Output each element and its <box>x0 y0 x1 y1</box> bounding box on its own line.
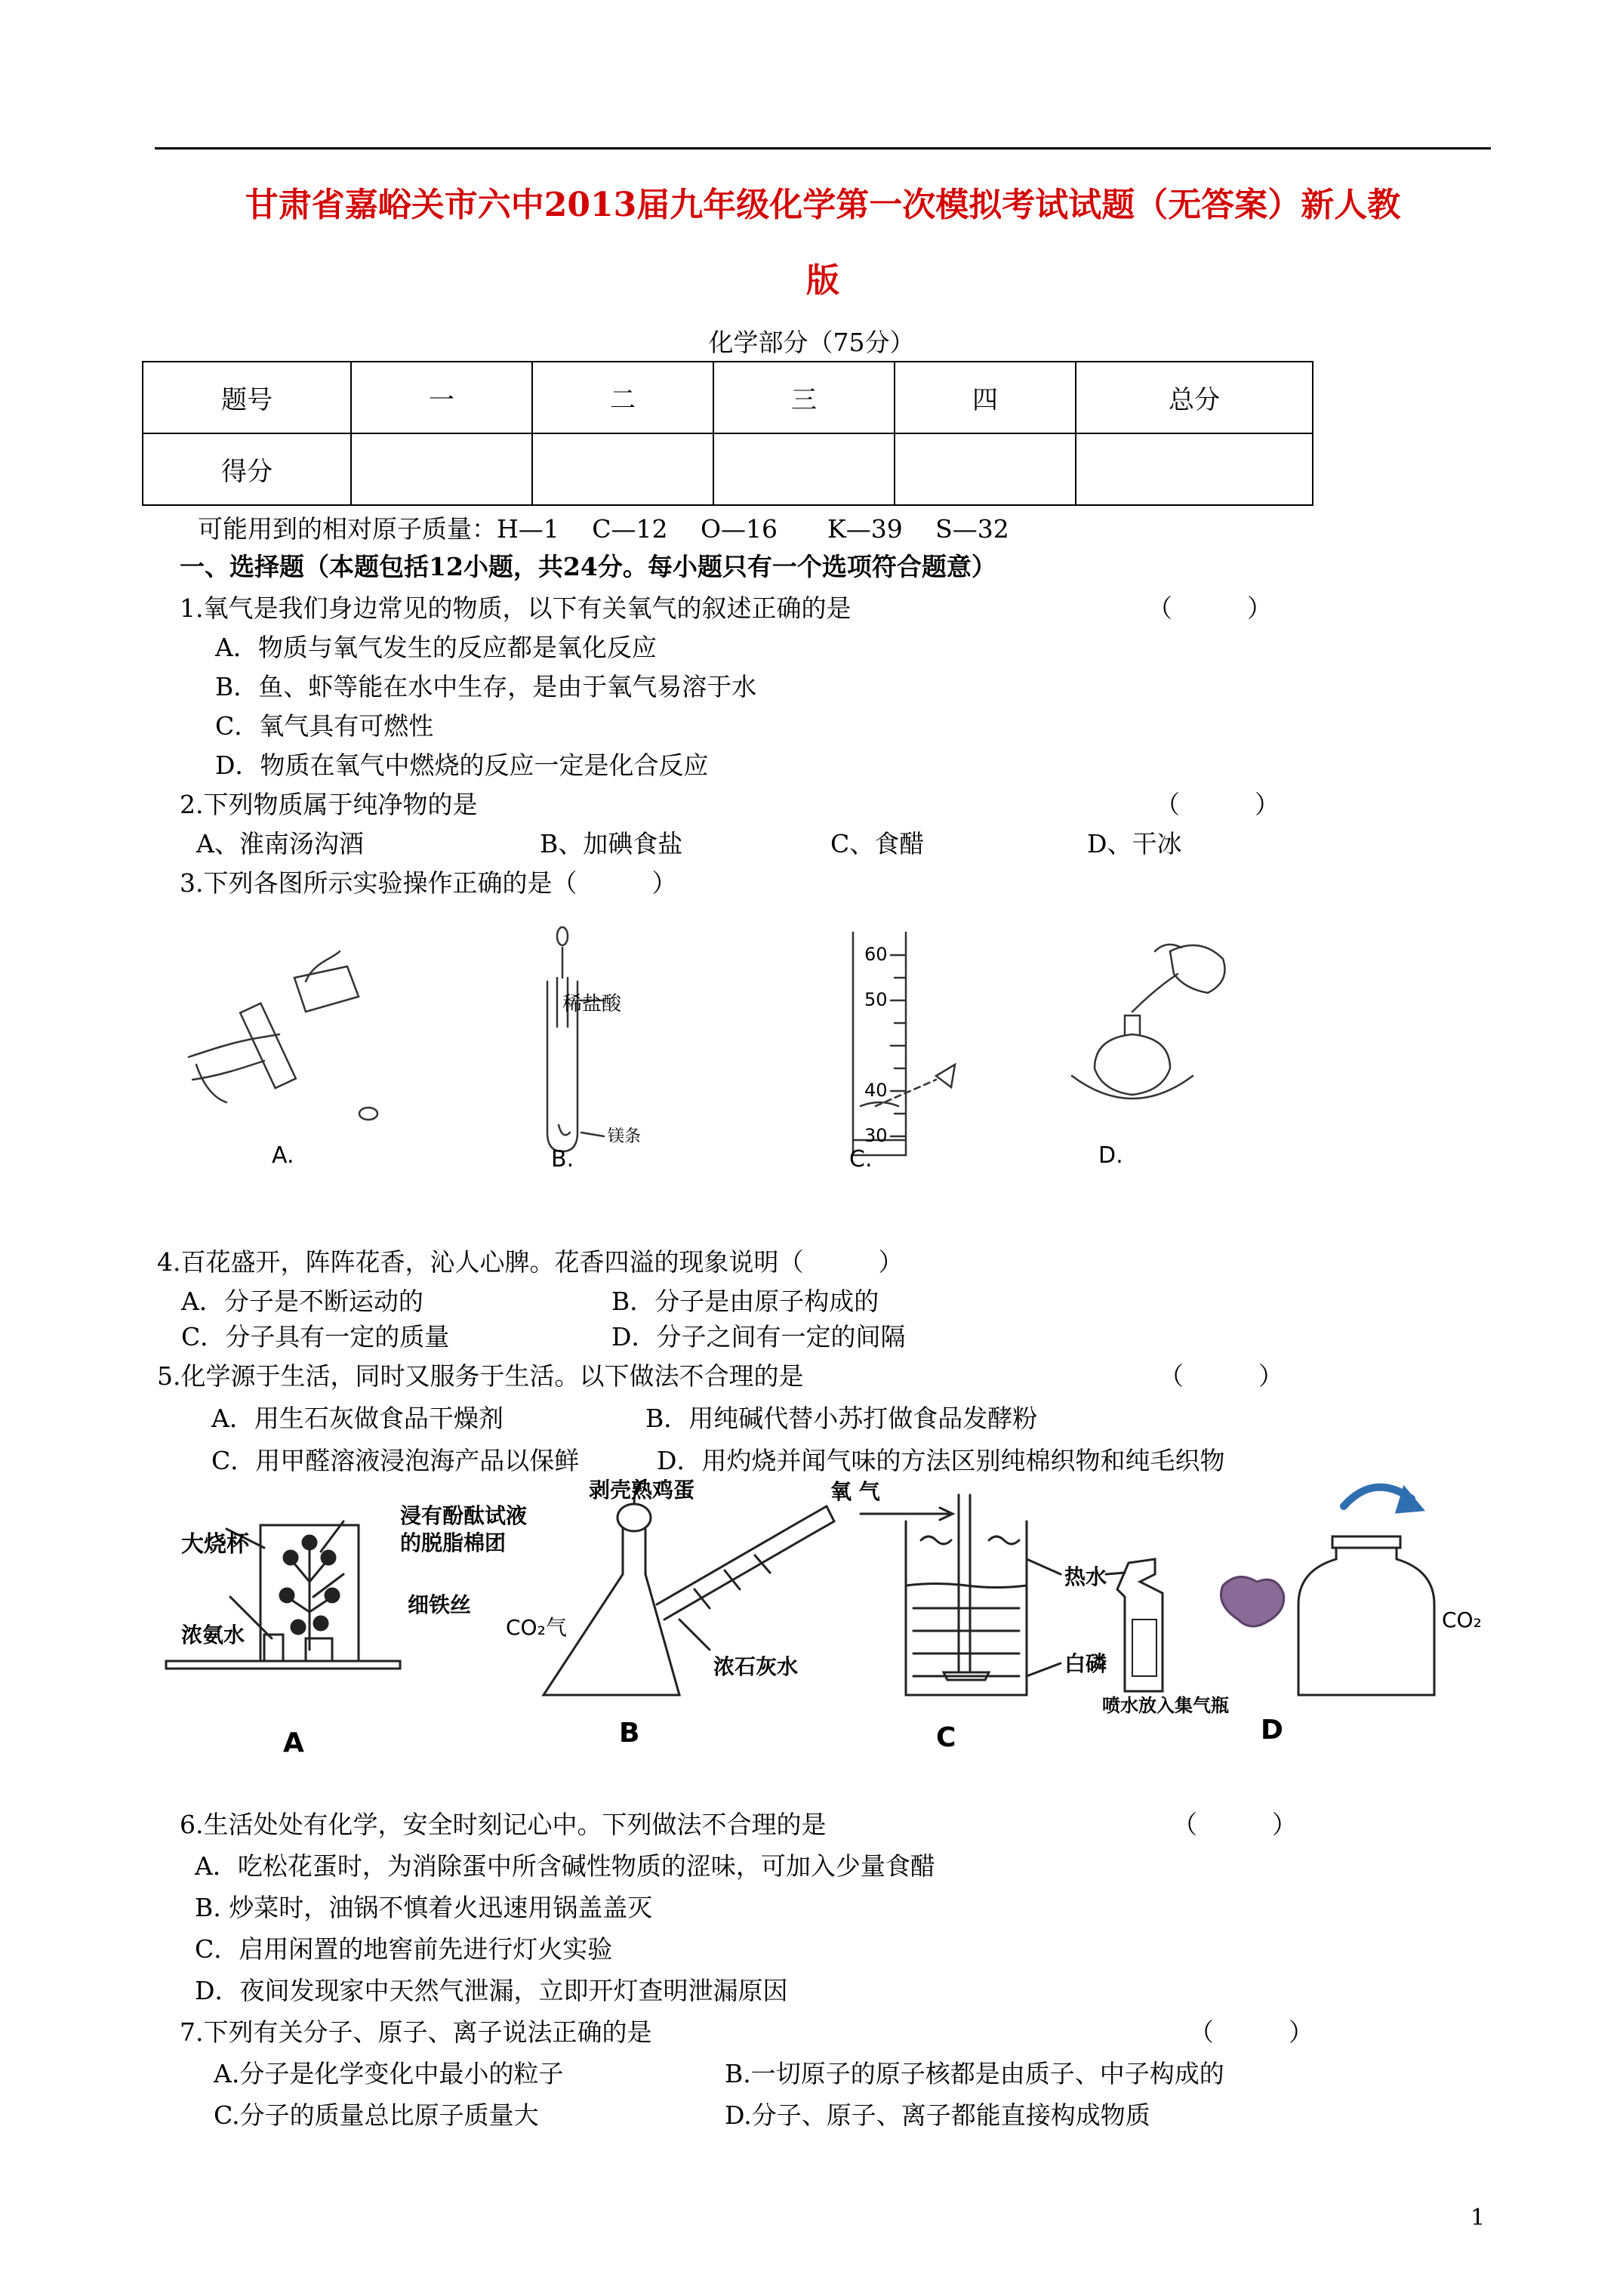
answer-paren: （ ） <box>1155 790 1280 819</box>
option-text: C、食醋 <box>830 829 925 858</box>
option-text: B.一切原子的原子核都是由质子、中子构成的 <box>725 2059 1224 2088</box>
option-text: A．物质与氧气发生的反应都是氧化反应 <box>215 633 657 662</box>
fig5b-label: 浓石灰水 <box>713 1654 799 1679</box>
option-text: C.分子的质量总比原子质量大 <box>214 2100 539 2130</box>
fig3c-cylinder-icon <box>853 932 955 1155</box>
question-2-stem: 2.下列物质属于纯净物的是 <box>180 790 478 819</box>
figure-q5-experiments <box>151 1476 1482 1771</box>
option-text: A．吃松花蛋时，为消除蛋中所含碱性物质的涩味，可加入少量食醋 <box>195 1851 935 1881</box>
fig5a-label: 浓氨水 <box>181 1623 245 1647</box>
fig3-label-b: B. <box>551 1146 574 1173</box>
fig3-label-d: D. <box>1098 1142 1123 1169</box>
fig3-label-a: A. <box>272 1142 294 1169</box>
question-3-stem: 3.下列各图所示实验操作正确的是（ ） <box>180 868 677 898</box>
answer-paren: （ ） <box>1172 1810 1297 1839</box>
score-cell <box>713 433 895 505</box>
answer-paren: （ ） <box>1159 1361 1283 1391</box>
question-4-stem: 4.百花盛开，阵阵花香，沁人心脾。花香四溢的现象说明（ ） <box>157 1247 904 1277</box>
fig3d-alcohol-lamp-icon <box>1072 945 1225 1099</box>
option-text: D．分子之间有一定的间隔 <box>611 1322 906 1351</box>
option-text: C．分子具有一定的质量 <box>181 1322 450 1351</box>
fig5c-hotwater-beaker-icon <box>861 1495 1061 1695</box>
fig3a-pouring-icon <box>189 951 377 1120</box>
fig5a-label: 大烧杯 <box>181 1531 249 1558</box>
score-cell <box>1076 433 1313 505</box>
fig5a-label: 的脱脂棉团 <box>400 1530 507 1555</box>
section-subtitle: 化学部分（75分） <box>708 328 915 357</box>
fig5d-label: 喷水放入集气瓶 <box>1102 1695 1229 1716</box>
score-table <box>142 361 1313 506</box>
section1-heading: 一、选择题（本题包括12小题，共24分。每小题只有一个选项符合题意） <box>180 552 996 581</box>
page-number: 1 <box>1471 2205 1486 2231</box>
question-6-stem: 6.生活处处有化学，安全时刻记心中。下列做法不合理的是 <box>180 1810 827 1839</box>
score-cell <box>895 433 1076 505</box>
option-text: D.分子、原子、离子都能直接构成物质 <box>725 2100 1150 2130</box>
fig5-letter-c: C <box>936 1722 956 1753</box>
fig3c-tick: 50 <box>864 989 888 1010</box>
score-header-cell: 总分 <box>1076 362 1313 433</box>
option-text: A．用生石灰做食品干燥剂 <box>211 1404 504 1433</box>
fig5b-label: CO₂气 <box>506 1615 567 1640</box>
option-text: B．用纯碱代替小苏打做食品发酵粉 <box>645 1404 1038 1433</box>
fig5c-label: 白磷 <box>1064 1651 1107 1676</box>
score-header-cell: 三 <box>713 362 895 433</box>
option-text: C．用甲醛溶液浸泡海产品以保鲜 <box>211 1446 580 1475</box>
fig5-letter-a: A <box>283 1727 304 1758</box>
fig5c-label: 氧 气 <box>830 1479 880 1504</box>
option-text: A、淮南汤沟酒 <box>196 829 364 858</box>
fig3c-tick: 60 <box>864 944 888 965</box>
atomic-masses: 可能用到的相对原子质量：H—1 C—12 O—16 K—39 S—32 <box>198 514 1009 544</box>
score-table-header-row <box>143 362 1313 433</box>
option-text: B．鱼、虾等能在水中生存，是由于氧气易溶于水 <box>215 672 757 701</box>
fig5d-label: CO₂ <box>1442 1607 1482 1632</box>
fig5c-label: 热水 <box>1064 1564 1107 1589</box>
answer-paren: （ ） <box>1147 593 1272 623</box>
option-text: C．氧气具有可燃性 <box>215 711 434 741</box>
question-7-stem: 7.下列有关分子、原子、离子说法正确的是 <box>180 2017 652 2047</box>
fig5b-label: 剥壳熟鸡蛋 <box>589 1478 695 1502</box>
answer-paren: （ ） <box>1189 2017 1313 2047</box>
option-text: D、干冰 <box>1087 829 1182 858</box>
score-cell <box>351 433 532 505</box>
figure-q3-lab-operations <box>151 906 1321 1216</box>
option-text: A.分子是化学变化中最小的粒子 <box>214 2059 564 2088</box>
score-row-label: 得分 <box>143 433 351 505</box>
fig3b-label-mg: 镁条 <box>608 1127 642 1146</box>
header-rule <box>155 147 1491 149</box>
score-header-cell: 二 <box>532 362 713 433</box>
score-header-cell: 四 <box>895 362 1076 433</box>
fig3-label-c: C. <box>849 1146 873 1173</box>
score-header-cell: 一 <box>351 362 532 433</box>
option-text: D．夜间发现家中天然气泄漏，立即开灯查明泄漏原因 <box>195 1976 788 2005</box>
option-text: C．启用闲置的地窖前先进行灯火实验 <box>195 1934 613 1964</box>
question-1-stem: 1.氧气是我们身边常见的物质，以下有关氧气的叙述正确的是 <box>180 593 852 623</box>
fig5-letter-d: D <box>1261 1715 1283 1746</box>
fig3b-test-tube-icon <box>547 927 604 1151</box>
fig5d-spray-and-jar-icon <box>1106 1487 1434 1695</box>
fig3b-label-acid: 稀盐酸 <box>562 993 622 1015</box>
option-text: B．分子是由原子构成的 <box>611 1287 879 1316</box>
option-text: D．物质在氧气中燃烧的反应一定是化合反应 <box>215 750 709 780</box>
fig5a-label: 细铁丝 <box>408 1592 472 1617</box>
option-text: B. 炒菜时，油锅不慎着火迅速用锅盖盖灭 <box>195 1893 653 1922</box>
page-title-line2: 版 <box>806 261 839 300</box>
fig3c-tick: 40 <box>864 1080 888 1101</box>
score-header-cell: 题号 <box>143 362 351 433</box>
score-cell <box>532 433 713 505</box>
page-title-line1: 甘肃省嘉峪关市六中2013届九年级化学第一次模拟考试试题（无答案）新人教 <box>245 186 1401 224</box>
fig5a-label: 浸有酚酞试液 <box>400 1503 528 1528</box>
question-5-stem: 5.化学源于生活，同时又服务于生活。以下做法不合理的是 <box>157 1361 804 1391</box>
fig3c-tick: 30 <box>864 1125 888 1146</box>
option-text: B、加碘食盐 <box>540 829 683 858</box>
score-table-score-row <box>143 433 1313 505</box>
option-text: D．用灼烧并闻气味的方法区别纯棉织物和纯毛织物 <box>657 1446 1225 1475</box>
fig5-letter-b: B <box>619 1718 640 1749</box>
option-text: A．分子是不断运动的 <box>181 1287 423 1316</box>
